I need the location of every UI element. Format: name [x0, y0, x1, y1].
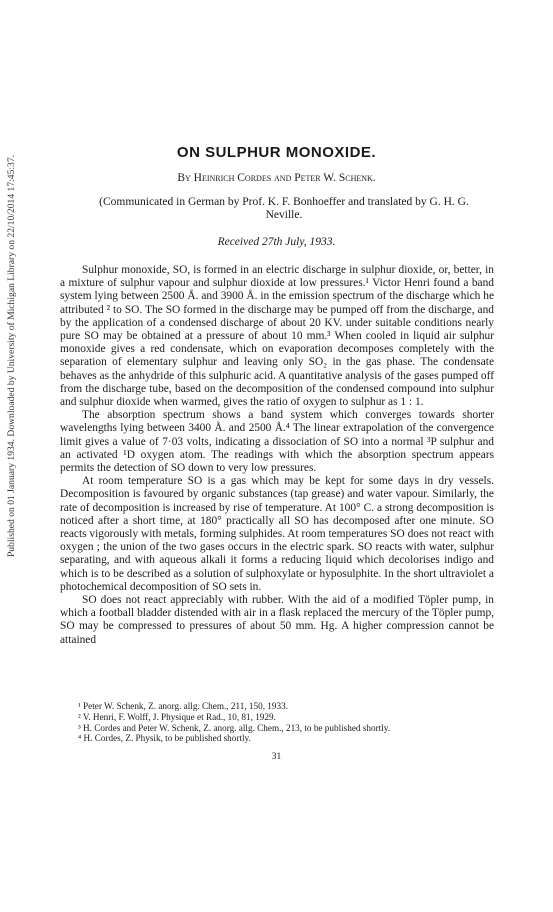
article-title: ON SULPHUR MONOXIDE.	[176, 144, 377, 161]
paragraph: At room temperature SO is a gas which may be kept for some days in dry vessels. Decomposition is favoured by organic substances (tap grease) and water vapour. Similarly, the rate of decomposition is increased by rise of temperature. At 100° C. a strong decomposition is noticed after a short time, at 180° practically all SO has decomposed after one minute. SO reacts vigorously with metals, forming sulphides. At room temperatures SO does not react with oxygen ; the union of the two gases occurs in the electric spark. SO reacts with water, sulphur separating, and with aqueous alkali it forms a reducing liquid which decolorises indigo and which is to be described as a solution of sulphoxylate or hyposulphite. In the short ultraviolet a photochemical decomposition of SO sets in.	[60, 475, 494, 593]
communication-note: (Communicated in German by Prof. K. F. Bonhoeffer and translated by G. H. G. Neville.	[99, 196, 469, 221]
footnote: ⁴ H. Cordes, Z. Physik, to be published shortly.	[78, 733, 251, 744]
paragraph: The absorption spectrum shows a band system which converges towards shorter wavelengths lying between 3400 Å. and 2500 Å.⁴ The linear extrapolation of the convergence limit gives a value of 7·03 volts, indicating a dissociation of SO into a normal ³P sulphur and an activated ¹D oxygen atom. The readings with which the absorption spectrum appears permits the detection of SO down to very low pressures.	[60, 409, 494, 475]
footnote: ¹ Peter W. Schenk, Z. anorg. allg. Chem., 211, 150, 1933.	[78, 701, 288, 711]
footnote: ³ H. Cordes and Peter W. Schenk, Z. anorg. allg. Chem., 213, to be published shortly.	[78, 722, 391, 733]
page-number: 31	[271, 752, 282, 762]
download-watermark: Published on 01 January 1934. Downloaded by University of Michigan Library on 22/10/2014 17:45:37.	[6, 154, 17, 558]
footnotes	[60, 701, 494, 744]
article-body	[60, 264, 494, 647]
paragraph: SO does not react appreciably with rubber. With the aid of a modified Töpler pump, in which a football bladder distended with air in a flask replaced the mercury of the Töpler pump, SO may be compressed to pressures of about 50 mm. Hg. A higher compression cannot be attained	[60, 594, 494, 646]
footnote: ² V. Henri, F. Wolff, J. Physique et Rad., 10, 81, 1929.	[78, 711, 276, 722]
paragraph: Sulphur monoxide, SO, is formed in an electric discharge in sulphur dioxide, or, better, in a mixture of sulphur vapour and sulphur dioxide at low pressures.¹ Victor Henri found a band system lying between 2500 Å. and 3900 Å. in the emission spectrum of the discharge which he attributed ² to SO. The SO formed in the discharge may be pumped off from the discharge, and by the application of a condensed discharge of about 20 KV. under suitable conditions nearly pure SO may be obtained at a pressure of about 10 mm.³ When cooled in liquid air sulphur monoxide gives a red condensate, which on evaporation decomposes completely with the separation of elementary sulphur and leaving only SO₂ in the gas phase. The condensate behaves as the anhydride of this sulphuric acid. A quantitative analysis of the gases pumped off from the discharge tube, based on the decomposition of the condensed compound into sulphur and sulphur dioxide when warmed, gives the ratio of oxygen to sulphur as 1 : 1.	[60, 264, 494, 409]
author-line: By Heinrich Cordes and Peter W. Schenk.	[177, 172, 376, 184]
received-date: Received 27th July, 1933.	[217, 236, 336, 248]
